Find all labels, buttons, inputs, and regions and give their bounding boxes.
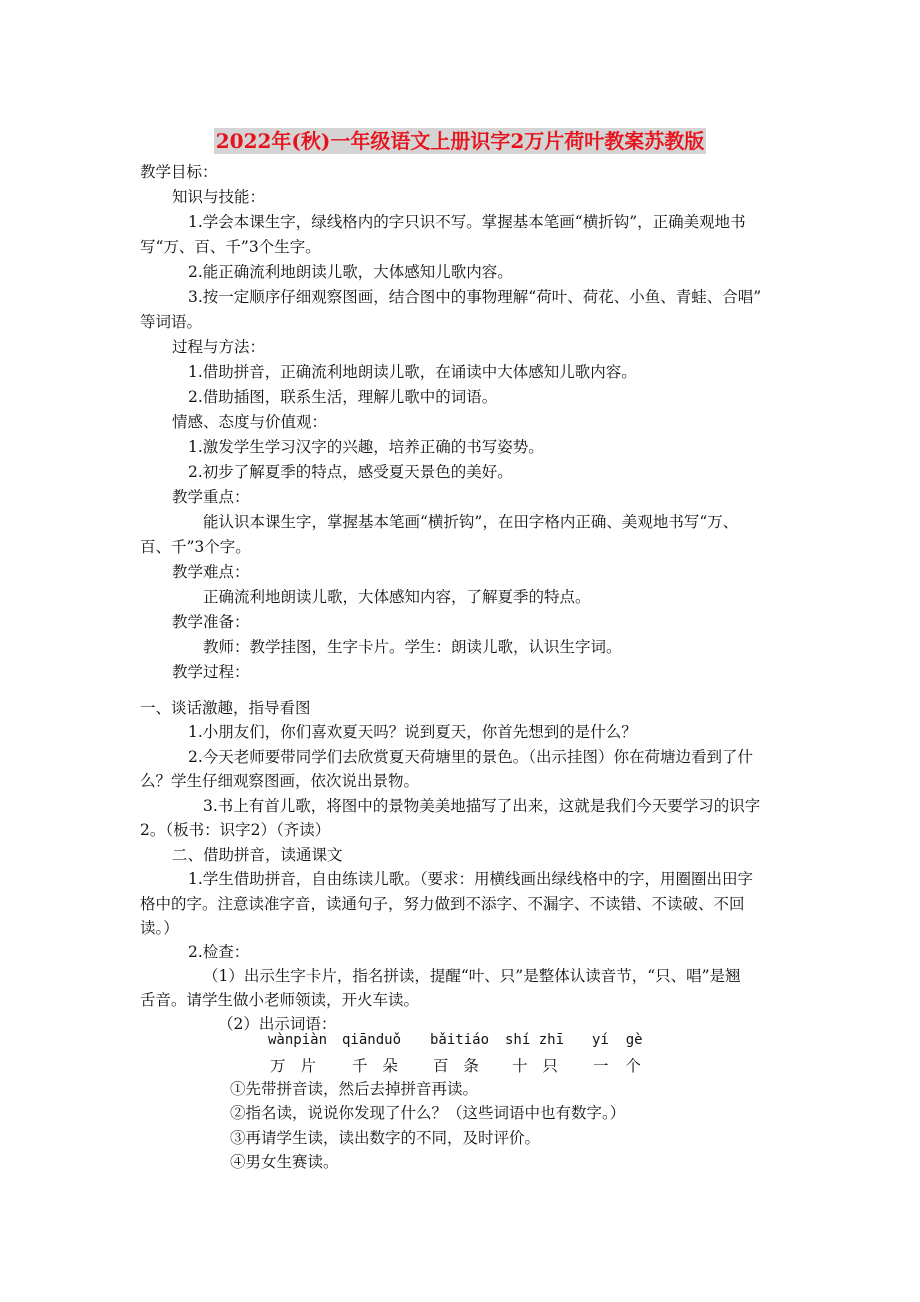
text-line: ③再请学生读，读出数字的不同，及时评价。 — [230, 1129, 541, 1147]
hanzi: 一 个 — [593, 1057, 641, 1075]
text-line: 教学过程： — [172, 663, 250, 681]
hanzi: 十 只 — [512, 1057, 558, 1075]
text-line: 等词语。 — [140, 313, 203, 331]
text-line: 写“万、百、千”3个生字。 — [140, 238, 321, 256]
pinyin: wànpiàn — [268, 1032, 328, 1048]
text-line: 2。（板书：识字2）（齐读） — [140, 821, 331, 839]
hanzi: 百 条 — [433, 1057, 479, 1075]
text-line: 2.借助插图，联系生活，理解儿歌中的词语。 — [188, 388, 498, 406]
pinyin: yí gè — [592, 1032, 643, 1048]
text-line: 3.书上有首儿歌，将图中的景物美美地描写了出来，这就是我们今天要学习的识字 — [203, 797, 761, 815]
text-line: （2）出示词语： — [218, 1015, 337, 1033]
text-line: 一、谈话激趣，指导看图 — [140, 699, 311, 717]
hanzi: 万 片 — [270, 1057, 316, 1075]
text-line: 读。） — [140, 919, 179, 937]
text-line: 1.小朋友们，你们喜欢夏天吗？说到夏天，你首先想到的是什么？ — [188, 723, 637, 741]
pinyin: bǎitiáo — [430, 1032, 490, 1048]
text-line: 教师：教学挂图，生字卡片。学生：朗读儿歌，认识生字词。 — [203, 638, 622, 656]
text-line: ④男女生赛读。 — [230, 1153, 339, 1171]
text-line: 百、千”3个字。 — [140, 538, 251, 556]
text-line: 么？学生仔细观察图画，依次说出景物。 — [140, 772, 420, 790]
title-text: 2022年(秋)一年级语文上册识字2万片荷叶教案苏教版 — [215, 129, 705, 153]
text-line: 1.借助拼音，正确流利地朗读儿歌，在诵读中大体感知儿歌内容。 — [188, 363, 637, 381]
text-line: 2.今天老师要带同学们去欣赏夏天荷塘里的景色。（出示挂图）你在荷塘边看到了什 — [188, 748, 754, 766]
text-line: 1.学生借助拼音，自由练读儿歌。（要求：用横线画出绿线格中的字，用圈圈出田字 — [188, 870, 754, 888]
text-line: ②指名读，说说你发现了什么？（这些词语中也有数字。） — [230, 1104, 626, 1122]
text-line: 2.初步了解夏季的特点，感受夏天景色的美好。 — [188, 463, 513, 481]
text-line: （1）出示生字卡片，指名拼读，提醒“叶、只”是整体认读音节，“只、唱”是翘 — [203, 967, 741, 985]
document-title — [0, 125, 920, 154]
text-line: 正确流利地朗读儿歌，大体感知内容，了解夏季的特点。 — [203, 588, 591, 606]
text-line: 教学重点： — [172, 488, 250, 506]
pinyin: shí zhī — [505, 1032, 565, 1048]
text-line: 教学准备： — [172, 613, 250, 631]
text-line: 情感、态度与价值观： — [172, 413, 328, 431]
text-line: ①先带拼音读，然后去掉拼音再读。 — [230, 1080, 479, 1098]
text-line: 格中的字。注意读准字音，读通句子，努力做到不添字、不漏字、不读错、不读破、不回 — [140, 895, 745, 913]
text-line: 知识与技能： — [172, 188, 266, 206]
text-line: 教学难点： — [172, 563, 250, 581]
text-line: 过程与方法： — [172, 338, 266, 356]
hanzi: 千 朵 — [352, 1057, 398, 1075]
text-line: 能认识本课生字，掌握基本笔画“横折钩”，在田字格内正确、美观地书写“万、 — [203, 513, 739, 531]
text-line: 2.能正确流利地朗读儿歌，大体感知儿歌内容。 — [188, 263, 513, 281]
text-line: 1.激发学生学习汉字的兴趣，培养正确的书写姿势。 — [188, 438, 544, 456]
text-line: 二、借助拼音，读通课文 — [172, 846, 343, 864]
pinyin: qiānduǒ — [342, 1032, 402, 1048]
text-line: 舌音。请学生做小老师领读，开火车读。 — [140, 991, 420, 1009]
text-line: 2.检查： — [188, 943, 250, 961]
text-line: 1.学会本课生字，绿线格内的字只识不写。掌握基本笔画“横折钩”，正确美观地书 — [188, 213, 746, 231]
text-line: 3.按一定顺序仔细观察图画，结合图中的事物理解“荷叶、荷花、小鱼、青蛙、合唱” — [188, 288, 762, 306]
text-line: 教学目标： — [140, 163, 218, 181]
